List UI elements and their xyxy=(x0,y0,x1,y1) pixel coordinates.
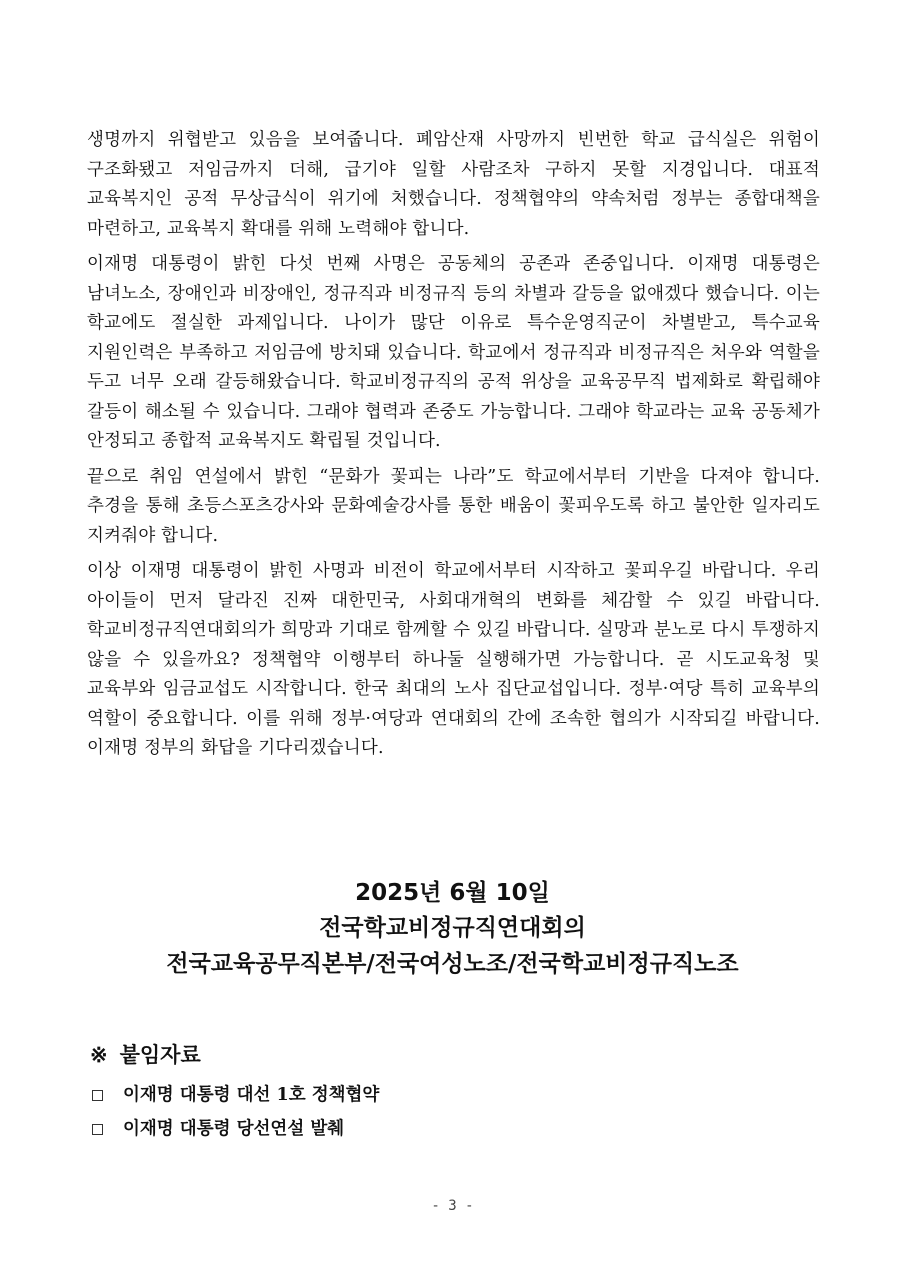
paragraph-1: 생명까지 위협받고 있음을 보여줍니다. 폐암산재 사망까지 빈번한 학교 급식실은 위험이 구조화됐고 저임금까지 더해, 급기야 일할 사람조차 구하지 못할 지경입니다. 대표적 교육복지인 공적 무상급식이 위기에 처했습니다. 정책협약의 약속처럼 정부는 종합대책을 마련하고, 교육복지 확대를 위해 노력해야 합니다. xyxy=(87,130,820,239)
attachment-item xyxy=(90,1078,820,1112)
reference-mark-icon: ※ xyxy=(90,1042,108,1067)
paragraph-2: 이재명 대통령이 밝힌 다섯 번째 사명은 공동체의 공존과 존중입니다. 이재명 대통령은 남녀노소, 장애인과 비장애인, 정규직과 비정규직 등의 차별과 갈등을 없애겠다 했습니다. 이는 학교에도 절실한 과제입니다. 나이가 많단 이유로 특수운영직군이 차별받고, 특수교육 지원인력은 부족하고 저임금에 방치돼 있습니다. 학교에서 정규직과 비정규직은 처우와 역할을 두고 너무 오래 갈등해왔습니다. 학교비정규직의 공적 위상을 교육공무직 법제화로 확립해야 갈등이 해소될 수 있습니다. 그래야 협력과 존중도 가능합니다. 그래야 학교라는 교육 공동체가 안정되고 종합적 교육복지도 확립될 것입니다. xyxy=(87,254,820,451)
attachment-item-label: 이재명 대통령 대선 1호 정책협약 xyxy=(123,1085,380,1105)
page-number: - 3 - xyxy=(431,1198,474,1214)
attachments-heading xyxy=(90,1038,820,1072)
attachment-item-label: 이재명 대통령 당선연설 발췌 xyxy=(123,1119,345,1139)
signature-date: 2025년 6월 10일 xyxy=(355,880,550,906)
attachments-section xyxy=(90,1038,820,1146)
paragraph-3: 끝으로 취임 연설에서 밝힌 “문화가 꽃피는 나라”도 학교에서부터 기반을 다져야 합니다. 추경을 통해 초등스포츠강사와 문화예술강사를 통한 배움이 꽃피우도록 하고 불안한 일자리도 지켜줘야 합니다. xyxy=(87,466,820,546)
signature-block xyxy=(0,876,905,981)
checkbox-square-icon xyxy=(92,1124,103,1135)
signature-organization: 전국학교비정규직연대회의 xyxy=(319,915,586,941)
paragraph-4: 이상 이재명 대통령이 밝힌 사명과 비전이 학교에서부터 시작하고 꽃피우길 바랍니다. 우리 아이들이 먼저 달라진 진짜 대한민국, 사회대개혁의 변화를 체감할 수 있길 바랍니다. 학교비정규직연대회의가 희망과 기대로 함께할 수 있길 바랍니다. 실망과 분노로 다시 투쟁하지 않을 수 있을까요? 정책협약 이행부터 하나둘 실행해가면 가능합니다. 곧 시도교육청 및 교육부와 임금교섭도 시작합니다. 한국 최대의 노사 집단교섭입니다. 정부·여당 특히 교육부의 역할이 중요합니다. 이를 위해 정부·여당과 연대회의 간에 조속한 협의가 시작되길 바랍니다. 이재명 정부의 화답을 기다리겠습니다. xyxy=(87,561,820,758)
statement-body xyxy=(87,126,820,770)
checkbox-square-icon xyxy=(92,1090,103,1101)
signature-members: 전국교육공무직본부/전국여성노조/전국학교비정규직노조 xyxy=(166,950,739,977)
attachments-heading-label: 붙임자료 xyxy=(119,1042,201,1067)
attachment-item xyxy=(90,1112,820,1146)
